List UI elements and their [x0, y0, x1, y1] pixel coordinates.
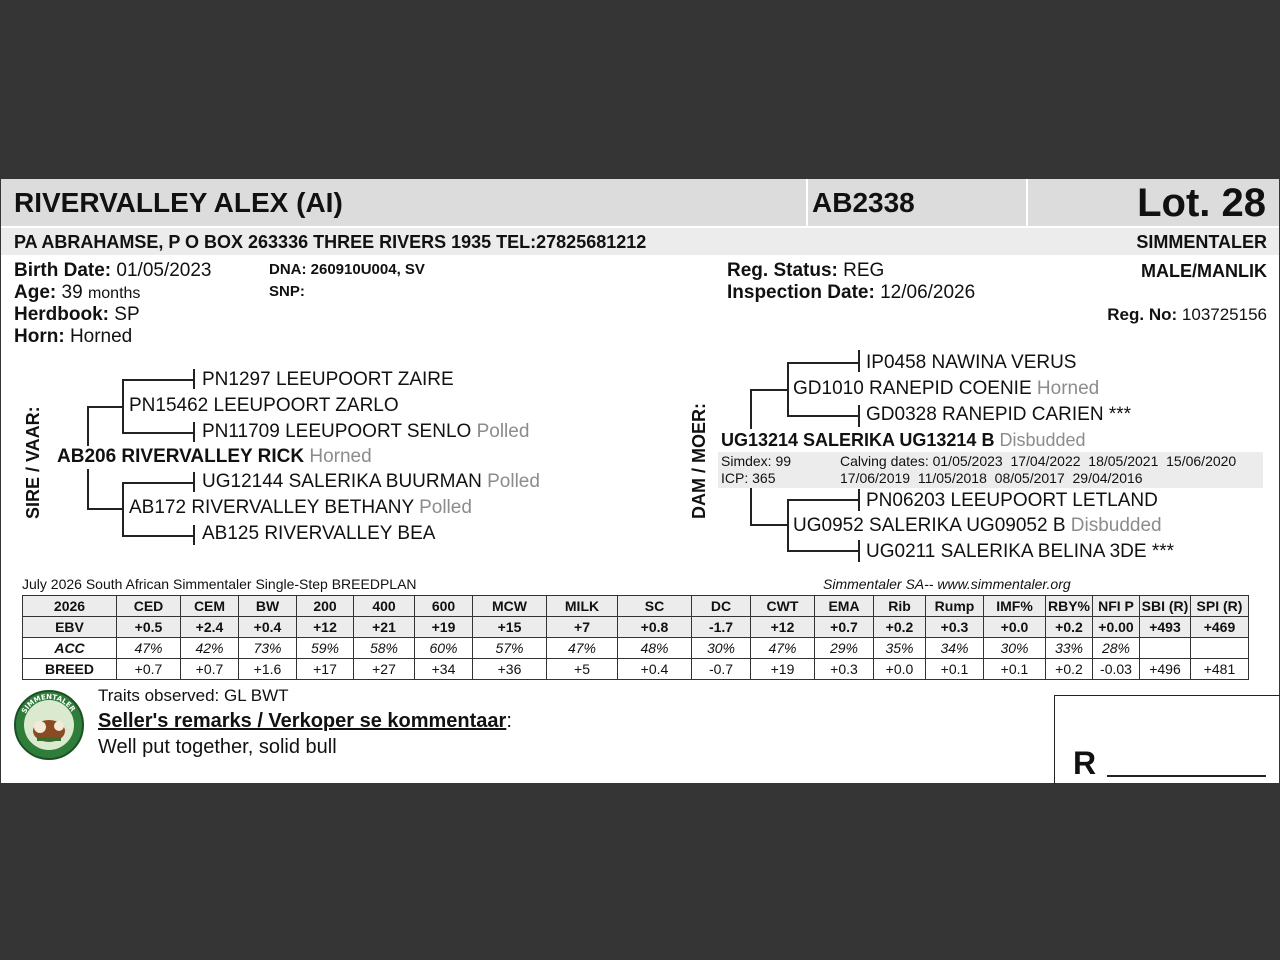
remarks-colon: :	[506, 710, 512, 732]
table-cell: +0.1	[984, 659, 1046, 680]
table-cell: 47%	[117, 638, 181, 659]
table-cell: 42%	[181, 638, 239, 659]
ebv-header-row	[23, 596, 1249, 617]
header-divider	[1026, 179, 1028, 226]
animal-name: RIVERVALLEY ALEX (AI)	[14, 187, 343, 218]
dam-dam-horn: Disbudded	[1070, 515, 1162, 536]
table-cell: SC	[618, 596, 692, 617]
table-cell: -0.7	[692, 659, 751, 680]
age	[14, 282, 140, 304]
dam-sire-dam: GD0328 RANEPID CARIEN ***	[866, 404, 1132, 425]
table-cell: +27	[354, 659, 415, 680]
table-cell: MILK	[547, 596, 618, 617]
table-cell: +1.6	[239, 659, 297, 680]
table-cell: SBI (R)	[1140, 596, 1191, 617]
table-cell: +0.7	[815, 617, 874, 638]
sex: MALE/MANLIK	[1141, 261, 1267, 281]
remarks-text: Well put together, solid bull	[98, 736, 337, 758]
bid-line[interactable]	[1107, 775, 1266, 777]
table-cell: 48%	[618, 638, 692, 659]
table-cell: 33%	[1046, 638, 1093, 659]
table-cell: 30%	[692, 638, 751, 659]
table-cell: +469	[1191, 617, 1249, 638]
pedigree-line	[87, 469, 89, 509]
remarks-heading	[98, 710, 512, 733]
header-divider	[806, 179, 808, 226]
row-label-cell: 2026	[23, 596, 117, 617]
dam-calving-dates-2: 17/06/2019 11/05/2018 08/05/2017 29/04/2016	[840, 470, 1143, 486]
inspection-value: 12/06/2026	[880, 282, 976, 303]
table-cell: +2.4	[181, 617, 239, 638]
herdbook	[14, 304, 140, 326]
age-label: Age:	[14, 282, 57, 303]
pedigree-line	[787, 362, 859, 364]
sire-dam-sire	[202, 471, 540, 493]
dam-sire-name: GD1010 RANEPID COENIE	[793, 378, 1032, 399]
pedigree-line	[787, 499, 789, 551]
table-cell: +17	[297, 659, 354, 680]
table-cell: MCW	[473, 596, 547, 617]
sire-sire: PN15462 LEEUPOORT ZARLO	[129, 395, 399, 416]
pedigree-line	[122, 432, 194, 434]
pedigree-line	[122, 482, 124, 536]
reg-status	[727, 260, 884, 282]
table-cell: +7	[547, 617, 618, 638]
pedigree-line	[858, 540, 860, 562]
sire-sire-sire: PN1297 LEEUPOORT ZAIRE	[202, 369, 454, 390]
sire-dam-sire-horn: Polled	[487, 471, 540, 492]
table-cell: +0.0	[984, 617, 1046, 638]
table-cell: IMF%	[984, 596, 1046, 617]
age-value: 39	[61, 282, 83, 303]
animal-id: AB2338	[812, 187, 915, 218]
row-label-cell: BREED	[23, 659, 117, 680]
dam-horn: Disbudded	[999, 430, 1086, 450]
dam-simdex: Simdex: 99	[721, 453, 792, 469]
sire-dam	[129, 497, 472, 519]
table-cell	[1191, 638, 1249, 659]
table-cell: +34	[415, 659, 473, 680]
table-cell: +0.2	[874, 617, 926, 638]
table-cell: RBY%	[1046, 596, 1093, 617]
table-cell: 400	[354, 596, 415, 617]
table-cell: +0.1	[926, 659, 984, 680]
table-cell: 200	[297, 596, 354, 617]
table-cell: 35%	[874, 638, 926, 659]
sire-sire-dam-horn: Polled	[476, 421, 530, 442]
pedigree-line	[87, 406, 123, 408]
table-cell: Rib	[874, 596, 926, 617]
table-cell: +0.8	[618, 617, 692, 638]
age-unit: months	[87, 285, 141, 302]
pedigree-line	[750, 389, 788, 391]
pedigree-line	[193, 369, 195, 389]
birth-date	[14, 260, 212, 282]
pedigree-line	[858, 405, 860, 427]
breedplan-source: Simmentaler SA-- www.simmentaler.org	[823, 576, 1071, 592]
pedigree-line	[787, 550, 859, 552]
dam-dam	[793, 515, 1162, 537]
table-cell: +0.00	[1093, 617, 1140, 638]
table-cell: +0.2	[1046, 617, 1093, 638]
dam-name-text: UG13214 SALERIKA UG13214 B	[721, 430, 995, 450]
herdbook-label: Herdbook:	[14, 304, 109, 325]
table-cell: +0.4	[618, 659, 692, 680]
table-cell: DC	[692, 596, 751, 617]
pedigree-line	[87, 508, 123, 510]
dam-name	[721, 430, 1086, 451]
reg-status-label: Reg. Status:	[727, 260, 838, 281]
logo-text: SIMMENTALER	[20, 692, 77, 715]
reg-no-label: Reg. No:	[1107, 305, 1178, 324]
sire-dam-dam: AB125 RIVERVALLEY BEA	[202, 523, 436, 544]
birth-date-label: Birth Date:	[14, 260, 112, 281]
ebv-row	[23, 617, 1249, 638]
sire-sire-dam-name: PN11709 LEEUPOORT SENLO	[202, 421, 472, 442]
table-cell: -1.7	[692, 617, 751, 638]
snp: SNP:	[269, 283, 305, 300]
inspection-date	[727, 282, 975, 304]
row-label-cell: ACC	[23, 638, 117, 659]
table-cell: 28%	[1093, 638, 1140, 659]
acc-row	[23, 638, 1249, 659]
sire-dam-name: AB172 RIVERVALLEY BETHANY	[129, 497, 414, 518]
pedigree-line	[193, 422, 195, 442]
lot-number: Lot. 28	[1137, 181, 1266, 225]
table-cell	[1140, 638, 1191, 659]
sire-side-label: SIRE / VAAR:	[23, 406, 43, 519]
sire-horn: Horned	[309, 446, 372, 467]
table-cell: NFI P	[1093, 596, 1140, 617]
table-cell: +496	[1140, 659, 1191, 680]
breedplan-title: July 2026 South African Simmentaler Single-Step BREEDPLAN	[22, 576, 417, 592]
table-cell: 60%	[415, 638, 473, 659]
reg-status-value: REG	[843, 260, 885, 281]
row-label-cell: EBV	[23, 617, 117, 638]
horn-value: Horned	[69, 326, 133, 347]
pedigree-line	[750, 389, 752, 429]
table-cell: +36	[473, 659, 547, 680]
pedigree-line	[122, 482, 194, 484]
table-cell: 30%	[984, 638, 1046, 659]
table-cell: +0.4	[239, 617, 297, 638]
table-cell: +21	[354, 617, 415, 638]
table-cell: +0.7	[117, 659, 181, 680]
table-cell: 29%	[815, 638, 874, 659]
pedigree-line	[122, 379, 194, 381]
table-cell: 47%	[547, 638, 618, 659]
lot-card	[1, 179, 1279, 783]
table-cell: Rump	[926, 596, 984, 617]
table-cell: 57%	[473, 638, 547, 659]
table-cell: +0.3	[815, 659, 874, 680]
horn	[14, 326, 132, 348]
table-cell: CEM	[181, 596, 239, 617]
dam-dam-name: UG0952 SALERIKA UG09052 B	[793, 515, 1066, 536]
table-cell: BW	[239, 596, 297, 617]
pedigree-line	[87, 406, 89, 446]
table-cell: +19	[415, 617, 473, 638]
owner-address: PA ABRAHAMSE, P O BOX 263336 THREE RIVERS 1935 TEL:27825681212	[14, 232, 647, 252]
table-cell: 34%	[926, 638, 984, 659]
sire-dam-sire-name: UG12144 SALERIKA BUURMAN	[202, 471, 482, 492]
table-cell: +481	[1191, 659, 1249, 680]
pedigree-line	[750, 524, 788, 526]
simmentaler-logo-icon	[13, 689, 85, 761]
herdbook-value: SP	[114, 304, 140, 325]
pedigree-line	[858, 350, 860, 372]
table-cell: SPI (R)	[1191, 596, 1249, 617]
pedigree-line	[193, 525, 195, 545]
sire-name	[57, 446, 372, 468]
dam-icp: ICP: 365	[721, 470, 776, 486]
table-cell: +493	[1140, 617, 1191, 638]
dna: DNA: 260910U004, SV	[269, 261, 425, 278]
table-cell: 600	[415, 596, 473, 617]
table-cell: 59%	[297, 638, 354, 659]
pedigree-line	[858, 489, 860, 511]
table-cell: -0.03	[1093, 659, 1140, 680]
breed-name: SIMMENTALER	[1136, 232, 1267, 252]
table-cell: +19	[751, 659, 815, 680]
dam-sire-horn: Horned	[1036, 378, 1100, 399]
table-cell: CWT	[751, 596, 815, 617]
sire-dam-horn: Polled	[419, 497, 472, 518]
r-label: R	[1073, 745, 1097, 781]
dam-dam-dam: UG0211 SALERIKA BELINA 3DE ***	[866, 541, 1175, 562]
pedigree-line	[787, 415, 859, 417]
table-cell: 58%	[354, 638, 415, 659]
table-cell: +0.7	[181, 659, 239, 680]
dam-side-label: DAM / MOER:	[689, 403, 709, 519]
inspection-label: Inspection Date:	[727, 282, 875, 303]
traits-observed: Traits observed: GL BWT	[98, 686, 289, 705]
pedigree-line	[122, 535, 194, 537]
breed-avg-row	[23, 659, 1249, 680]
pedigree-line	[787, 499, 859, 501]
horn-label: Horn:	[14, 326, 65, 347]
dam-sire	[793, 378, 1099, 400]
dam-calving-dates-1: Calving dates: 01/05/2023 17/04/2022 18/05/2021 15/06/2020	[840, 453, 1237, 469]
table-cell: EMA	[815, 596, 874, 617]
table-cell: +0.0	[874, 659, 926, 680]
reg-no-value: 103725156	[1181, 305, 1267, 324]
ebv-table	[22, 595, 1249, 680]
table-cell: 47%	[751, 638, 815, 659]
table-cell: +0.2	[1046, 659, 1093, 680]
birth-date-value: 01/05/2023	[116, 260, 212, 281]
dam-dam-sire: PN06203 LEEUPOORT LETLAND	[866, 490, 1158, 511]
pedigree-line	[750, 488, 752, 525]
table-cell: +5	[547, 659, 618, 680]
sire-name-text: AB206 RIVERVALLEY RICK	[57, 446, 305, 467]
remarks-heading-text: Seller's remarks / Verkoper se kommentaar	[98, 710, 507, 732]
table-cell: +12	[297, 617, 354, 638]
dam-sire-sire: IP0458 NAWINA VERUS	[866, 352, 1077, 373]
table-cell: +0.3	[926, 617, 984, 638]
sire-sire-dam	[202, 421, 529, 443]
table-cell: +12	[751, 617, 815, 638]
pedigree-line	[193, 472, 195, 492]
table-cell: CED	[117, 596, 181, 617]
reg-no	[1107, 305, 1267, 325]
table-cell: +0.5	[117, 617, 181, 638]
table-cell: +15	[473, 617, 547, 638]
table-cell: 73%	[239, 638, 297, 659]
